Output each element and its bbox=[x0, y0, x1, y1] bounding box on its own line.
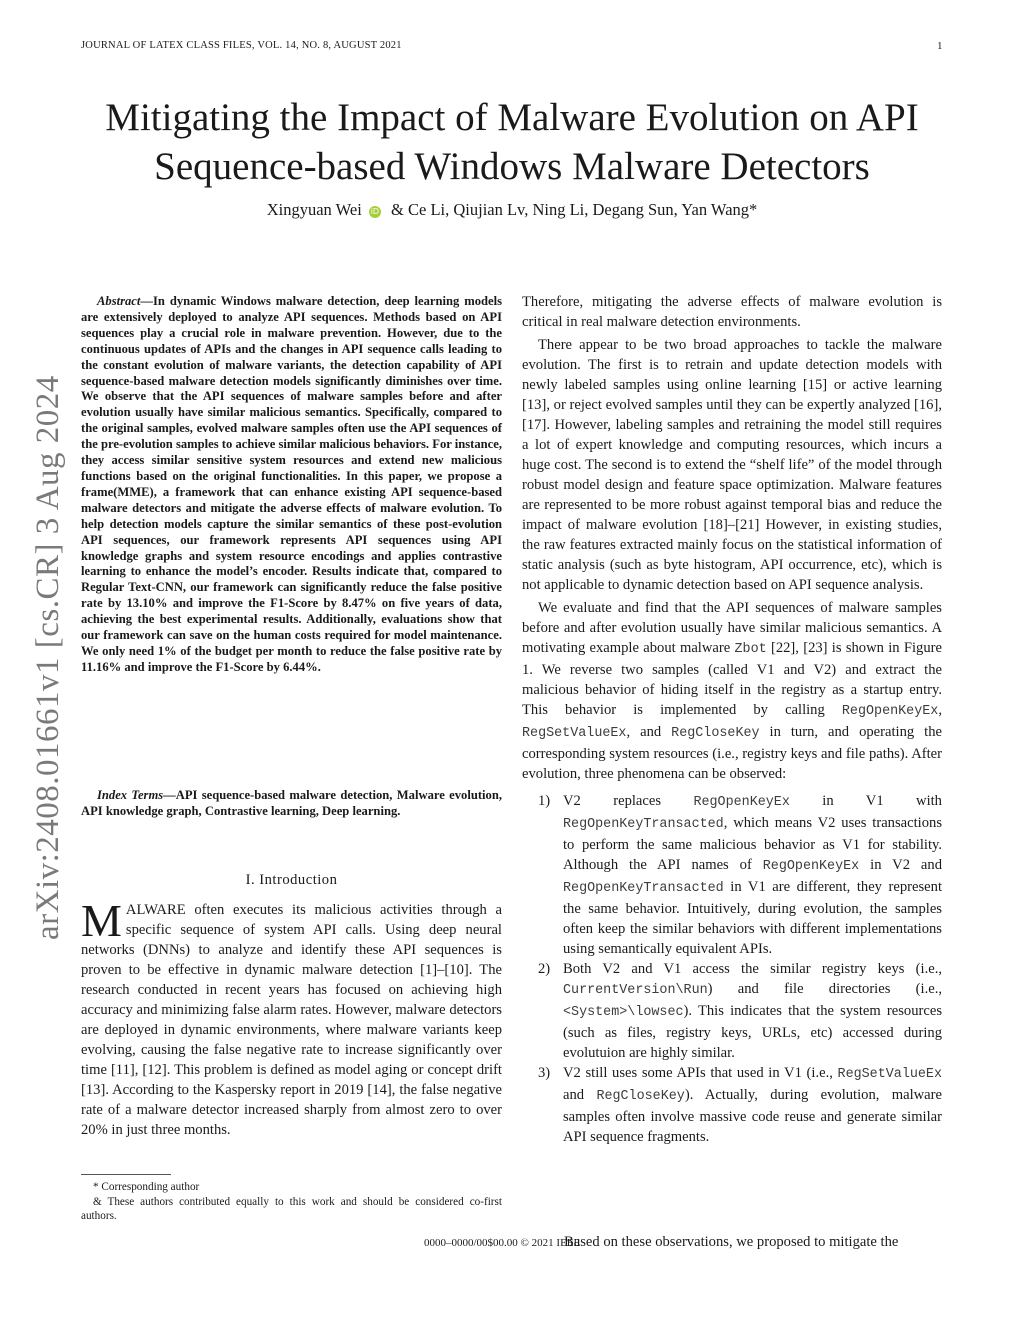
author-list bbox=[0, 200, 1024, 220]
observation-list bbox=[522, 791, 942, 1147]
index-terms-text: —API sequence-based malware detection, Malware evolution, API knowledge graph, Contrastive learning, Deep learning. bbox=[81, 788, 502, 818]
other-authors: & Ce Li, Qiujian Lv, Ning Li, Degang Sun, Yan Wang* bbox=[391, 200, 758, 219]
footnote-rule bbox=[81, 1174, 171, 1175]
footnotes bbox=[81, 1180, 502, 1224]
abstract-text: —In dynamic Windows malware detection, deep learning models are extensively deployed to analyze API sequences. Methods based on API sequences play a crucial role in malware prevention. However, due to the continuous updates of APIs and the changes in API sequence calls leading to the constant evolution of malware variants, the detection capability of API sequence-based malware detection models significantly diminishes over time. We observe that the API sequences of malware samples before and after evolution usually have similar malicious semantics. Specifically, compared to the original samples, evolved malware samples often use the API sequences of the pre-evolution samples to achieve similar malicious behaviors. For instance, they access similar sensitive system resources and extend new malicious functions based on the original functionalities. In this paper, we propose a frame(MME), a framework that can enhance existing API sequence-based malware detectors and mitigate the adverse effects of malware evolution. To help detection models capture the similar semantics of these post-evolution API sequences, our framework represents API sequences using API knowledge graphs and system resource encodings and applies contrastive learning to enhance the model’s encoder. Results indicate that, compared to Regular Text-CNN, our framework can significantly reduce the false positive rate by 13.10% and improve the F1-Score by 8.47% on five years of data, achieving the best experimental results. Additionally, evaluations show that our framework can save on the human costs required for model maintenance. We only need 1% of the budget per month to reduce the false positive rate by 11.16% and improve the F1-Score by 6.44%. bbox=[81, 294, 502, 674]
code-zbot: Zbot bbox=[734, 642, 767, 657]
list-item: 3) V2 still uses some APIs that used in V1 (i.e., RegSetValueEx and RegCloseKey). Actually, during evolution, malware samples often involve massive code reuse and generate similar API sequence fragments. bbox=[538, 1065, 942, 1145]
index-terms bbox=[81, 788, 502, 820]
list-item: 2) Both V2 and V1 access the similar registry keys (i.e., CurrentVersion\Run) and file directories (i.e., <System>\lowsec). This indicates that the system resources (such as files, registry keys, URLs, etc) accessed during evolutuion are highly similar. bbox=[538, 961, 942, 1061]
orcid-icon[interactable]: iD bbox=[370, 207, 380, 216]
paragraph-motivating-example: We evaluate and find that the API sequences of malware samples before and after evolution usually have similar malicious semantics. A motivating example about malware Zbot [22], [23] is shown in Figure 1. We reverse two samples (called V1 and V2) and extract the malicious behavior of hiding itself in the registry as a startup entry. This behavior is implemented by calling RegOpenKeyEx, RegSetValueEx, and RegCloseKey in turn, and operating the corresponding system resources (i.e., registry keys and file paths). After evolution, three phenomena can be observed: bbox=[522, 600, 942, 782]
list-item: 1) V2 replaces RegOpenKeyEx in V1 with RegOpenKeyTransacted, which means V2 uses transactions to perform the same malicious behavior as V1 for stability. Although the API names of RegOpenKeyEx in V2 and RegOpenKeyTransacted in V1 are different, they represent the same behavior. Intuitively, during evolution, the samples often keep the similar behaviors with different implementations using semantically equivalent APIs. bbox=[538, 793, 942, 957]
code-regclosekey: RegCloseKey bbox=[671, 726, 760, 741]
footnote-corresponding: * Corresponding author bbox=[93, 1181, 200, 1193]
title-line-2: Sequence-based Windows Malware Detectors bbox=[154, 145, 870, 188]
copyright-notice: 0000–0000/00$00.00 © 2021 IEEE bbox=[424, 1237, 581, 1249]
code-regopenkeyex: RegOpenKeyEx bbox=[841, 704, 939, 719]
arxiv-stamp: arXiv:2408.01661v1 [cs.CR] 3 Aug 2024 bbox=[30, 375, 66, 940]
code-regsetvalueex: RegSetValueEx bbox=[522, 726, 627, 741]
footnote-equal-contribution: & These authors contributed equally to this work and should be considered co-first authors. bbox=[81, 1195, 502, 1222]
index-terms-label: Index Terms bbox=[97, 788, 164, 802]
first-author: Xingyuan Wei bbox=[266, 200, 362, 219]
right-column bbox=[522, 292, 942, 1147]
paragraph-approaches: There appear to be two broad approaches to tackle the malware evolution. The first is to retrain and update detection models with newly labeled samples using online learning [15] or active learning [13], or reject evolved samples until they can be expertly analyzed [16], [17]. However, labeling samples and retraining the model still requires a lot of expert knowledge and computing resources, which incurs a huge cost. The second is to extend the “shelf life” of the model through robust model design and feature space optimization. Malware features are represented to be more robust against temporal bias and reduce the impact of malware evolution [18]–[21] However, in existing studies, the raw features extracted mainly focus on the statistical information of static analysis (such as byte histogram, API occurrence, etc), which is not applicable to dynamic detection based on API sequence analysis. bbox=[522, 337, 942, 593]
section-heading: I. Introduction bbox=[245, 872, 338, 888]
page-number: 1 bbox=[937, 40, 943, 52]
journal-header: JOURNAL OF LATEX CLASS FILES, VOL. 14, NO. 8, AUGUST 2021 bbox=[81, 40, 402, 51]
abstract-label: Abstract bbox=[97, 294, 141, 308]
drop-cap: M bbox=[81, 895, 122, 946]
introduction-paragraph bbox=[81, 895, 502, 1140]
paper-title bbox=[0, 93, 1024, 191]
title-line-1: Mitigating the Impact of Malware Evolution on API bbox=[105, 96, 919, 139]
intro-text: ALWARE often executes its malicious activities through a specific sequence of system API calls. Using deep neural networks (DNNs) to analyze and identify these API sequences is proven to be effective in dynamic malware detection [1]–[10]. The research conducted in recent years has focused on achieving high accuracy and minimizing false alarm rates. However, malware detectors are deployed in dynamic environments, where malware variants keep evolving, causing the false negative rate to increase significantly over time [11], [12]. This problem is defined as model aging or concept drift [13]. According to the Kaspersky report in 2019 [14], the false negative rate of a malware detector increased sharply from almost zero to over 20% in just three months. bbox=[81, 902, 502, 1138]
abstract bbox=[81, 294, 502, 676]
continued-line: Based on these observations, we proposed to mitigate the bbox=[564, 1234, 899, 1250]
paragraph-therefore: Therefore, mitigating the adverse effects of malware evolution is critical in real malware detection environments. bbox=[522, 294, 942, 330]
